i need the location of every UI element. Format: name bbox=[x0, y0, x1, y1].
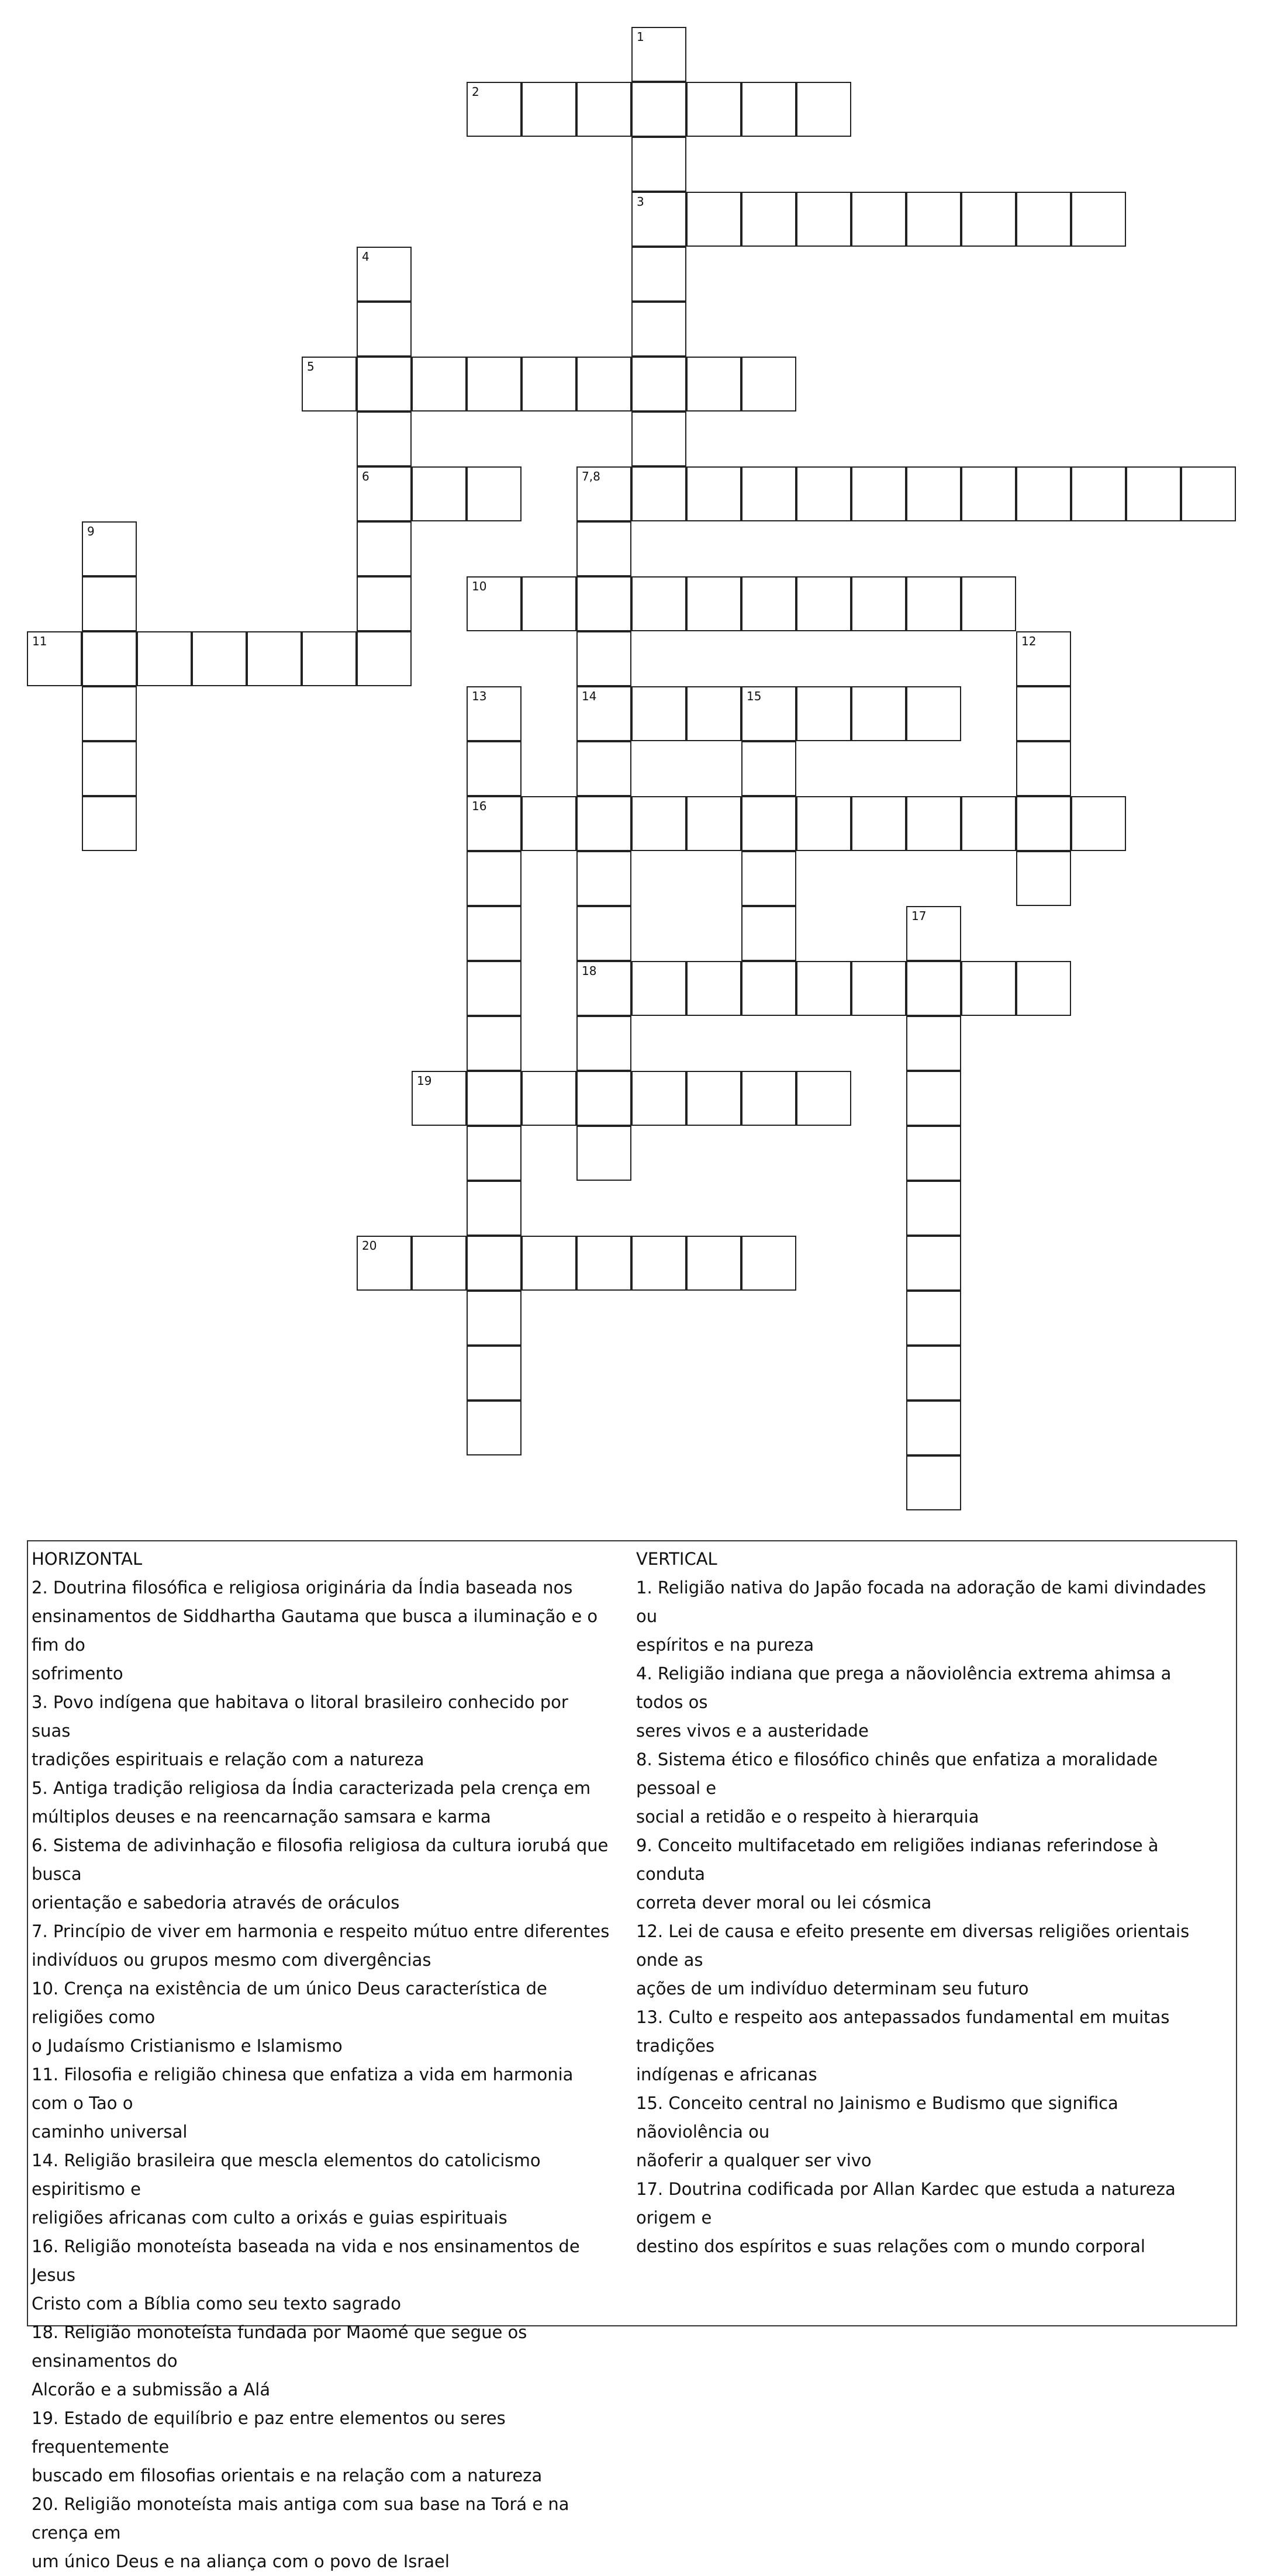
crossword-cell[interactable] bbox=[82, 796, 137, 851]
crossword-cell[interactable] bbox=[631, 27, 686, 82]
clue-number: 11 bbox=[32, 634, 47, 648]
crossword-cell[interactable] bbox=[1126, 466, 1181, 521]
crossword-cell[interactable] bbox=[631, 357, 686, 412]
crossword-cell[interactable] bbox=[906, 192, 961, 247]
crossword-cell[interactable] bbox=[467, 466, 522, 521]
crossword-cell[interactable] bbox=[357, 521, 412, 576]
clue-number: 19 bbox=[417, 1074, 432, 1088]
vertical-clues bbox=[636, 1545, 1215, 2261]
crossword-cell[interactable] bbox=[741, 686, 796, 741]
crossword-cell[interactable] bbox=[576, 576, 631, 631]
crossword-cell[interactable] bbox=[631, 1236, 686, 1291]
crossword-cell[interactable] bbox=[906, 1346, 961, 1401]
crossword-cell[interactable] bbox=[796, 576, 851, 631]
crossword-cell[interactable] bbox=[27, 631, 82, 686]
crossword-cell[interactable] bbox=[851, 796, 906, 851]
crossword-cell[interactable] bbox=[686, 576, 741, 631]
clue-number: 1 bbox=[637, 30, 644, 44]
clues-box bbox=[27, 1540, 1237, 2571]
crossword-cell[interactable] bbox=[796, 1071, 851, 1126]
clue-line: social a retidão e o respeito à hierarquia bbox=[636, 1807, 979, 1827]
clue-number: 17 bbox=[911, 909, 927, 923]
crossword-cell[interactable] bbox=[1016, 796, 1071, 851]
crossword-cell[interactable] bbox=[1016, 961, 1071, 1016]
clue-line: correta dever moral ou lei cósmica bbox=[636, 1893, 932, 1913]
crossword-cell[interactable] bbox=[412, 357, 467, 412]
crossword-cell[interactable] bbox=[576, 796, 631, 851]
crossword-cell[interactable] bbox=[631, 796, 686, 851]
crossword-cell[interactable] bbox=[576, 82, 631, 137]
crossword-cell[interactable] bbox=[686, 466, 741, 521]
crossword-cell[interactable] bbox=[467, 82, 522, 137]
clue-line: destino dos espíritos e suas relações com o mundo corporal bbox=[636, 2236, 1145, 2256]
crossword-cell[interactable] bbox=[1016, 741, 1071, 796]
clue-line: 17. Doutrina codificada por Allan Kardec que estuda a natureza origem e bbox=[636, 2179, 1176, 2228]
crossword-cell[interactable] bbox=[467, 796, 522, 851]
crossword-cell[interactable] bbox=[522, 357, 576, 412]
crossword-cell[interactable] bbox=[302, 357, 357, 412]
clue-number: 7,8 bbox=[582, 469, 600, 483]
crossword-cell[interactable] bbox=[741, 1071, 796, 1126]
crossword-cell[interactable] bbox=[961, 192, 1016, 247]
crossword-cell[interactable] bbox=[741, 906, 796, 961]
crossword-cell[interactable] bbox=[467, 741, 522, 796]
crossword-cell[interactable] bbox=[467, 906, 522, 961]
crossword-cell[interactable] bbox=[906, 576, 961, 631]
crossword-cell[interactable] bbox=[302, 631, 357, 686]
crossword-cell[interactable] bbox=[576, 466, 631, 521]
clue-number: 15 bbox=[747, 689, 762, 703]
crossword-cell[interactable] bbox=[522, 1071, 576, 1126]
crossword-cell[interactable] bbox=[631, 686, 686, 741]
clue-line: 20. Religião monoteísta mais antiga com sua base na Torá e na crença em bbox=[32, 2494, 569, 2543]
clue-number: 12 bbox=[1021, 634, 1037, 648]
clue-line: 4. Religião indiana que prega a nãoviolência extrema ahimsa a todos os bbox=[636, 1664, 1172, 1712]
crossword-cell[interactable] bbox=[631, 302, 686, 357]
clue-line: 1. Religião nativa do Japão focada na adoração de kami divindades ou bbox=[636, 1578, 1206, 1626]
crossword-cell[interactable] bbox=[467, 1016, 522, 1071]
crossword-cell[interactable] bbox=[82, 686, 137, 741]
crossword-cell[interactable] bbox=[576, 1071, 631, 1126]
clue-line: indivíduos ou grupos mesmo com divergências bbox=[32, 1950, 431, 1970]
crossword-cell[interactable] bbox=[906, 796, 961, 851]
clue-line: orientação e sabedoria através de oráculos bbox=[32, 1893, 400, 1913]
horizontal-clues-title: HORIZONTAL bbox=[32, 1549, 143, 1569]
crossword-cell[interactable] bbox=[961, 466, 1016, 521]
clue-line: 10. Crença na existência de um único Deus característica de religiões como bbox=[32, 1979, 547, 2027]
crossword-cell[interactable] bbox=[467, 686, 522, 741]
clue-line: 9. Conceito multifacetado em religiões indianas referindose à conduta bbox=[636, 1835, 1159, 1884]
clue-line: Cristo com a Bíblia como seu texto sagrado bbox=[32, 2294, 402, 2314]
clue-line: 14. Religião brasileira que mescla elementos do catolicismo espiritismo e bbox=[32, 2150, 541, 2199]
crossword-cell[interactable] bbox=[467, 1181, 522, 1236]
crossword-cell[interactable] bbox=[631, 247, 686, 302]
crossword-cell[interactable] bbox=[576, 741, 631, 796]
clue-number: 5 bbox=[307, 359, 315, 374]
crossword-cell[interactable] bbox=[522, 82, 576, 137]
clue-number: 3 bbox=[637, 195, 644, 209]
clue-line: 18. Religião monoteísta fundada por Maomé que segue os ensinamentos do bbox=[32, 2322, 527, 2371]
clue-line: o Judaísmo Cristianismo e Islamismo bbox=[32, 2036, 343, 2056]
crossword-cell[interactable] bbox=[576, 357, 631, 412]
crossword-cell[interactable] bbox=[247, 631, 302, 686]
crossword-cell[interactable] bbox=[357, 631, 412, 686]
crossword-cell[interactable] bbox=[906, 906, 961, 961]
clue-line: 6. Sistema de adivinhação e filosofia religiosa da cultura iorubá que busca bbox=[32, 1835, 609, 1884]
crossword-cell[interactable] bbox=[631, 1071, 686, 1126]
crossword-cell[interactable] bbox=[1181, 466, 1236, 521]
clue-number: 14 bbox=[582, 689, 597, 703]
crossword-cell[interactable] bbox=[906, 466, 961, 521]
clue-line: 16. Religião monoteísta baseada na vida e nos ensinamentos de Jesus bbox=[32, 2236, 580, 2285]
crossword-cell[interactable] bbox=[576, 631, 631, 686]
clue-line: tradições espirituais e relação com a natureza bbox=[32, 1749, 424, 1769]
crossword-cell[interactable] bbox=[686, 1071, 741, 1126]
clue-line: 11. Filosofia e religião chinesa que enfatiza a vida em harmonia com o Tao o bbox=[32, 2065, 574, 2113]
crossword-cell[interactable] bbox=[961, 961, 1016, 1016]
clue-number: 2 bbox=[472, 85, 479, 99]
crossword-cell[interactable] bbox=[631, 82, 686, 137]
crossword-cell[interactable] bbox=[741, 192, 796, 247]
crossword-cell[interactable] bbox=[631, 961, 686, 1016]
clue-number: 10 bbox=[472, 579, 487, 593]
crossword-cell[interactable] bbox=[631, 192, 686, 247]
clue-line: indígenas e africanas bbox=[636, 2065, 817, 2084]
crossword-cell[interactable] bbox=[906, 961, 961, 1016]
clue-line: múltiplos deuses e na reencarnação samsara e karma bbox=[32, 1807, 491, 1827]
clue-number: 18 bbox=[582, 964, 597, 978]
crossword-cell[interactable] bbox=[796, 192, 851, 247]
crossword-cell[interactable] bbox=[686, 357, 741, 412]
crossword-cell[interactable] bbox=[906, 1181, 961, 1236]
crossword-cell[interactable] bbox=[906, 1291, 961, 1346]
clue-number: 16 bbox=[472, 799, 487, 813]
clue-line: 7. Princípio de viver em harmonia e respeito mútuo entre diferentes bbox=[32, 1921, 610, 1941]
clue-line: um único Deus e na aliança com o povo de Israel bbox=[32, 2551, 450, 2571]
crossword-cell[interactable] bbox=[741, 357, 796, 412]
crossword-cell[interactable] bbox=[467, 1126, 522, 1181]
crossword-cell[interactable] bbox=[686, 192, 741, 247]
clue-line: religiões africanas com culto a orixás e guias espirituais bbox=[32, 2208, 507, 2228]
vertical-clues-title: VERTICAL bbox=[636, 1549, 717, 1569]
crossword-cell[interactable] bbox=[906, 1016, 961, 1071]
clue-line: sofrimento bbox=[32, 1664, 123, 1683]
crossword-cell[interactable] bbox=[686, 1236, 741, 1291]
crossword-cell[interactable] bbox=[576, 686, 631, 741]
crossword-cell[interactable] bbox=[467, 961, 522, 1016]
clue-line: 12. Lei de causa e efeito presente em diversas religiões orientais onde as bbox=[636, 1921, 1190, 1970]
clue-number: 9 bbox=[87, 524, 95, 538]
crossword-cell[interactable] bbox=[796, 961, 851, 1016]
clue-line: Alcorão e a submissão a Alá bbox=[32, 2380, 271, 2399]
crossword-cell[interactable] bbox=[686, 686, 741, 741]
clue-line: caminho universal bbox=[32, 2122, 188, 2142]
crossword-cell[interactable] bbox=[741, 466, 796, 521]
clue-line: 5. Antiga tradição religiosa da Índia caracterizada pela crença em bbox=[32, 1778, 591, 1798]
crossword-cell[interactable] bbox=[357, 357, 412, 412]
crossword-cell[interactable] bbox=[1016, 851, 1071, 906]
crossword-cell[interactable] bbox=[1071, 796, 1126, 851]
crossword-cell[interactable] bbox=[906, 1071, 961, 1126]
crossword-cell[interactable] bbox=[357, 1236, 412, 1291]
clue-number: 20 bbox=[362, 1239, 377, 1253]
crossword-cell[interactable] bbox=[522, 576, 576, 631]
horizontal-clues bbox=[32, 1545, 610, 2576]
crossword-cell[interactable] bbox=[576, 1236, 631, 1291]
clue-line: 19. Estado de equilíbrio e paz entre elementos ou seres frequentemente bbox=[32, 2408, 506, 2457]
clue-line: 15. Conceito central no Jainismo e Budismo que significa nãoviolência ou bbox=[636, 2093, 1118, 2142]
crossword-cell[interactable] bbox=[467, 576, 522, 631]
crossword-cell[interactable] bbox=[467, 1291, 522, 1346]
crossword-cell[interactable] bbox=[851, 961, 906, 1016]
clue-number: 13 bbox=[472, 689, 487, 703]
crossword-cell[interactable] bbox=[467, 851, 522, 906]
crossword-cell[interactable] bbox=[1016, 631, 1071, 686]
crossword-cell[interactable] bbox=[796, 82, 851, 137]
crossword-cell[interactable] bbox=[686, 961, 741, 1016]
crossword-cell[interactable] bbox=[686, 796, 741, 851]
crossword-cell[interactable] bbox=[576, 1126, 631, 1181]
crossword-cell[interactable] bbox=[796, 686, 851, 741]
crossword-cell[interactable] bbox=[961, 576, 1016, 631]
crossword-cell[interactable] bbox=[906, 1236, 961, 1291]
crossword-cell[interactable] bbox=[357, 412, 412, 466]
crossword-cell[interactable] bbox=[522, 1236, 576, 1291]
crossword-cell[interactable] bbox=[796, 796, 851, 851]
crossword-cell[interactable] bbox=[82, 631, 137, 686]
crossword-cell[interactable] bbox=[631, 466, 686, 521]
clue-line: 13. Culto e respeito aos antepassados fundamental em muitas tradições bbox=[636, 2007, 1170, 2056]
crossword-cell[interactable] bbox=[906, 1126, 961, 1181]
clue-number: 4 bbox=[362, 250, 369, 264]
crossword-cell[interactable] bbox=[576, 906, 631, 961]
crossword-cell[interactable] bbox=[741, 576, 796, 631]
crossword-cell[interactable] bbox=[851, 576, 906, 631]
crossword-cell[interactable] bbox=[82, 521, 137, 576]
crossword-cell[interactable] bbox=[906, 686, 961, 741]
clue-line: buscado em filosofias orientais e na relação com a natureza bbox=[32, 2466, 543, 2485]
crossword-cell[interactable] bbox=[467, 1346, 522, 1401]
clue-line: seres vivos e a austeridade bbox=[636, 1721, 869, 1741]
crossword-cell[interactable] bbox=[357, 576, 412, 631]
crossword-cell[interactable] bbox=[1071, 192, 1126, 247]
clue-line: ações de um indivíduo determinam seu futuro bbox=[636, 1979, 1029, 1998]
clue-line: nãoferir a qualquer ser vivo bbox=[636, 2150, 872, 2170]
crossword-cell[interactable] bbox=[82, 741, 137, 796]
crossword-cell[interactable] bbox=[192, 631, 247, 686]
crossword-cell[interactable] bbox=[357, 466, 412, 521]
crossword-cell[interactable] bbox=[1016, 686, 1071, 741]
crossword-cell[interactable] bbox=[467, 1401, 522, 1455]
crossword-cell[interactable] bbox=[1071, 466, 1126, 521]
crossword-cell[interactable] bbox=[522, 796, 576, 851]
crossword-cell[interactable] bbox=[357, 302, 412, 357]
clue-line: 8. Sistema ético e filosófico chinês que enfatiza a moralidade pessoal e bbox=[636, 1749, 1158, 1798]
crossword-cell[interactable] bbox=[412, 466, 467, 521]
crossword-cell[interactable] bbox=[467, 1071, 522, 1126]
crossword-cell[interactable] bbox=[631, 137, 686, 192]
crossword-cell[interactable] bbox=[576, 521, 631, 576]
crossword-cell[interactable] bbox=[412, 1236, 467, 1291]
crossword-cell[interactable] bbox=[796, 466, 851, 521]
clue-line: ensinamentos de Siddhartha Gautama que busca a iluminação e o fim do bbox=[32, 1606, 598, 1655]
crossword-cell[interactable] bbox=[412, 1071, 467, 1126]
crossword-cell[interactable] bbox=[741, 82, 796, 137]
crossword-cell[interactable] bbox=[576, 961, 631, 1016]
crossword-cell[interactable] bbox=[576, 851, 631, 906]
clue-line: 2. Doutrina filosófica e religiosa originária da Índia baseada nos bbox=[32, 1578, 573, 1598]
crossword-cell[interactable] bbox=[1016, 466, 1071, 521]
crossword-cell[interactable] bbox=[82, 576, 137, 631]
clue-line: 3. Povo indígena que habitava o litoral brasileiro conhecido por suas bbox=[32, 1692, 568, 1741]
crossword-cell[interactable] bbox=[467, 1236, 522, 1291]
crossword-cell[interactable] bbox=[1016, 192, 1071, 247]
crossword-cell[interactable] bbox=[576, 1016, 631, 1071]
crossword-cell[interactable] bbox=[906, 1401, 961, 1455]
crossword-cell[interactable] bbox=[741, 741, 796, 796]
crossword-cell[interactable] bbox=[357, 247, 412, 302]
crossword-cell[interactable] bbox=[906, 1455, 961, 1510]
crossword-cell[interactable] bbox=[467, 357, 522, 412]
crossword-cell[interactable] bbox=[741, 851, 796, 906]
crossword-cell[interactable] bbox=[851, 686, 906, 741]
crossword-cell[interactable] bbox=[741, 796, 796, 851]
crossword-cell[interactable] bbox=[686, 82, 741, 137]
crossword-cell[interactable] bbox=[741, 961, 796, 1016]
crossword-cell[interactable] bbox=[137, 631, 192, 686]
crossword-cell[interactable] bbox=[631, 576, 686, 631]
crossword-cell[interactable] bbox=[851, 192, 906, 247]
crossword-cell[interactable] bbox=[961, 796, 1016, 851]
clue-line: espíritos e na pureza bbox=[636, 1635, 814, 1655]
crossword-cell[interactable] bbox=[631, 412, 686, 466]
crossword-cell[interactable] bbox=[741, 1236, 796, 1291]
crossword-cell[interactable] bbox=[851, 466, 906, 521]
clue-number: 6 bbox=[362, 469, 369, 483]
